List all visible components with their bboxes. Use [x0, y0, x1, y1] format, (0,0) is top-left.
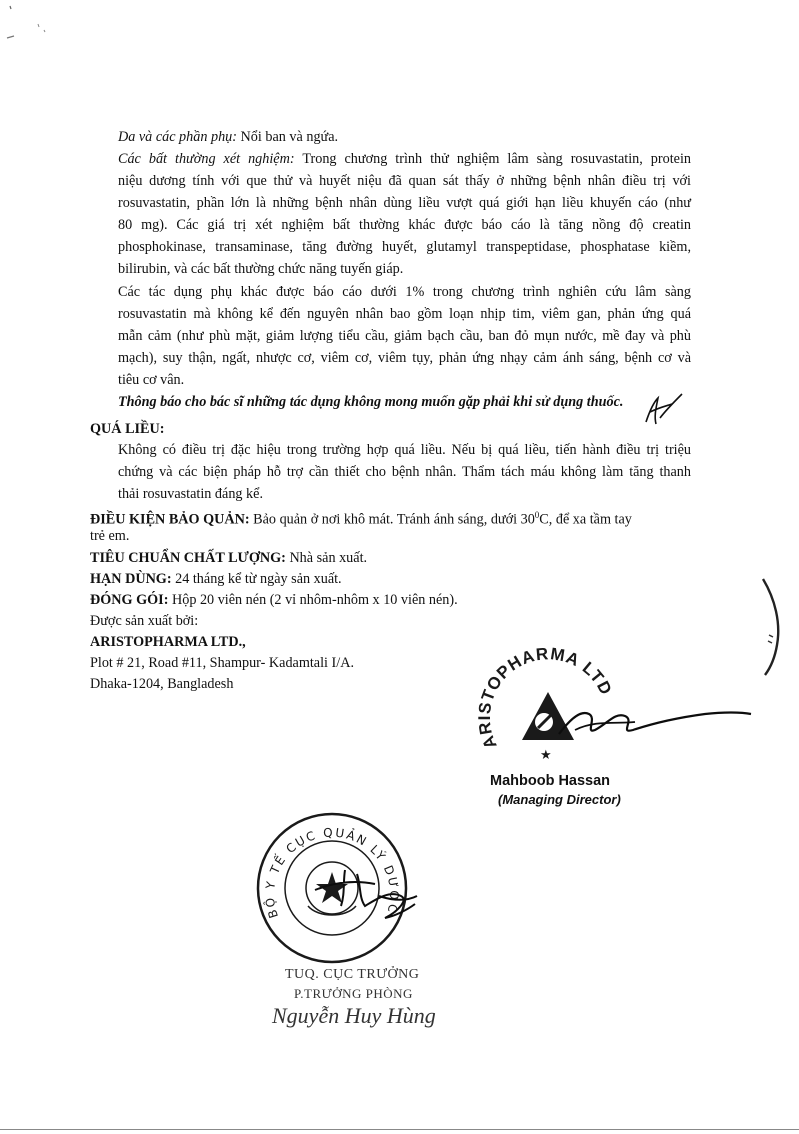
other-effects-line-3: mẫn cảm (như phù mặt, giảm lượng tiểu cầu, giảm bạch cầu, ban đỏ mụn nước, mề đay và phù — [118, 328, 691, 344]
signatory-title: (Managing Director) — [498, 792, 621, 807]
skin-text: Nổi ban và ngứa. — [237, 129, 339, 145]
degree-superscript: 0 — [534, 510, 540, 520]
lab-line-1 — [118, 150, 691, 168]
manufacturer-name: ARISTOPHARMA LTD., — [90, 634, 246, 650]
overdose-line-2: chứng và các biện pháp hỗ trợ cần thiết cho bệnh nhân. Thẩm tách máu không làm tăng thanh — [118, 464, 691, 480]
storage-heading: ĐIỀU KIỆN BẢO QUẢN: — [90, 511, 250, 528]
authority-line-2: P.TRƯỞNG PHÒNG — [294, 986, 413, 1001]
overdose-line-1: Không có điều trị đặc hiệu trong trường hợp quá liều. Nếu bị quá liều, tiến hành điều trị triệu — [118, 442, 691, 458]
quality-heading: TIÊU CHUẨN CHẤT LƯỢNG: — [90, 550, 286, 566]
expiry-line — [90, 570, 342, 588]
company-stamp-text: ARISTOPHARMA LTD — [474, 644, 616, 752]
packaging-line — [90, 591, 458, 609]
storage-text-1: Bảo quản ở nơi khô mát. Tránh ánh sáng, dưới 30 — [249, 511, 535, 528]
overdose-line-3: thải rosuvastatin đáng kể. — [118, 486, 263, 502]
expiry-heading: HẠN DÙNG: — [90, 571, 172, 587]
other-effects-line-1: Các tác dụng phụ khác được báo cáo dưới 1% trong chương trình nghiên cứu lâm sàng — [118, 284, 691, 300]
packaging-heading: ĐÓNG GÓI: — [90, 592, 169, 608]
expiry-text: 24 tháng kể từ ngày sản xuất. — [171, 571, 342, 587]
other-effects-line-4: mạch), suy thận, ngất, nhược cơ, viêm cơ, viêm tụy, phản ứng nhạy cảm ánh sáng, bệnh cơ và — [118, 350, 691, 366]
other-effects-line-5: tiêu cơ vân. — [118, 372, 185, 388]
scan-marks — [0, 0, 60, 45]
skin-label: Da và các phần phụ: — [118, 129, 237, 145]
manufacturer-address-2: Dhaka-1204, Bangladesh — [90, 676, 234, 692]
authority-stamp-text: BỘ Y TẾ CỤC QUẢN LÝ DƯỢC — [262, 825, 402, 920]
authority-signature — [305, 860, 425, 930]
storage-line-2: trẻ em. — [90, 528, 130, 544]
storage-line-1 — [90, 506, 691, 529]
overdose-heading: QUÁ LIỀU: — [90, 421, 165, 437]
initials-mark — [636, 392, 686, 432]
authority-officer-name: Nguyễn Huy Hùng — [272, 1003, 436, 1028]
lab-line-5: phosphokinase, transaminase, tăng đường huyết, glutamyl transpeptidase, phosphatase kiềm, — [118, 239, 691, 255]
skin-effects-line — [118, 128, 338, 146]
manufacturer-address-1: Plot # 21, Road #11, Shampur- Kadamtali I/A. — [90, 655, 354, 671]
edge-mark — [755, 575, 795, 685]
lab-text-1: Trong chương trình thử nghiệm lâm sàng rosuvastatin, protein — [294, 151, 691, 167]
star-icon: ★ — [540, 747, 552, 762]
managing-director-signature — [555, 700, 755, 750]
quality-line — [90, 549, 367, 567]
lab-line-2: niệu dương tính với que thử và huyết niệu đã quan sát thấy ở những bệnh nhân điều trị với — [118, 173, 691, 189]
lab-line-4: 80 mg). Các giá trị xét nghiệm bất thường khác được báo cáo là tăng nồng độ creatin — [118, 217, 691, 233]
lab-line-3: rosuvastatin, phần lớn là những bệnh nhân dùng liều vượt quá giới hạn liều khuyến cáo (như — [118, 195, 691, 211]
scan-edge-line — [0, 1129, 799, 1130]
storage-text-2: C, để xa tầm tay — [539, 511, 632, 528]
quality-text: Nhà sản xuất. — [285, 550, 368, 566]
lab-line-6: bilirubin, và các bất thường chức năng tuyến giáp. — [118, 261, 404, 277]
doctor-notice: Thông báo cho bác sĩ những tác dụng không mong muốn gặp phải khi sử dụng thuốc. — [118, 394, 624, 410]
packaging-text: Hộp 20 viên nén (2 vỉ nhôm-nhôm x 10 viên nén). — [168, 592, 458, 608]
lab-label: Các bất thường xét nghiệm: — [118, 151, 295, 167]
manufacturer-intro: Được sản xuất bởi: — [90, 613, 199, 629]
other-effects-line-2: rosuvastatin mà không kể đến nguyên nhân bao gồm loạn nhịp tim, viêm gan, phản ứng quá — [118, 306, 691, 322]
authority-line-1: TUQ. CỤC TRƯỞNG — [285, 967, 420, 982]
signatory-name: Mahboob Hassan — [490, 773, 611, 789]
